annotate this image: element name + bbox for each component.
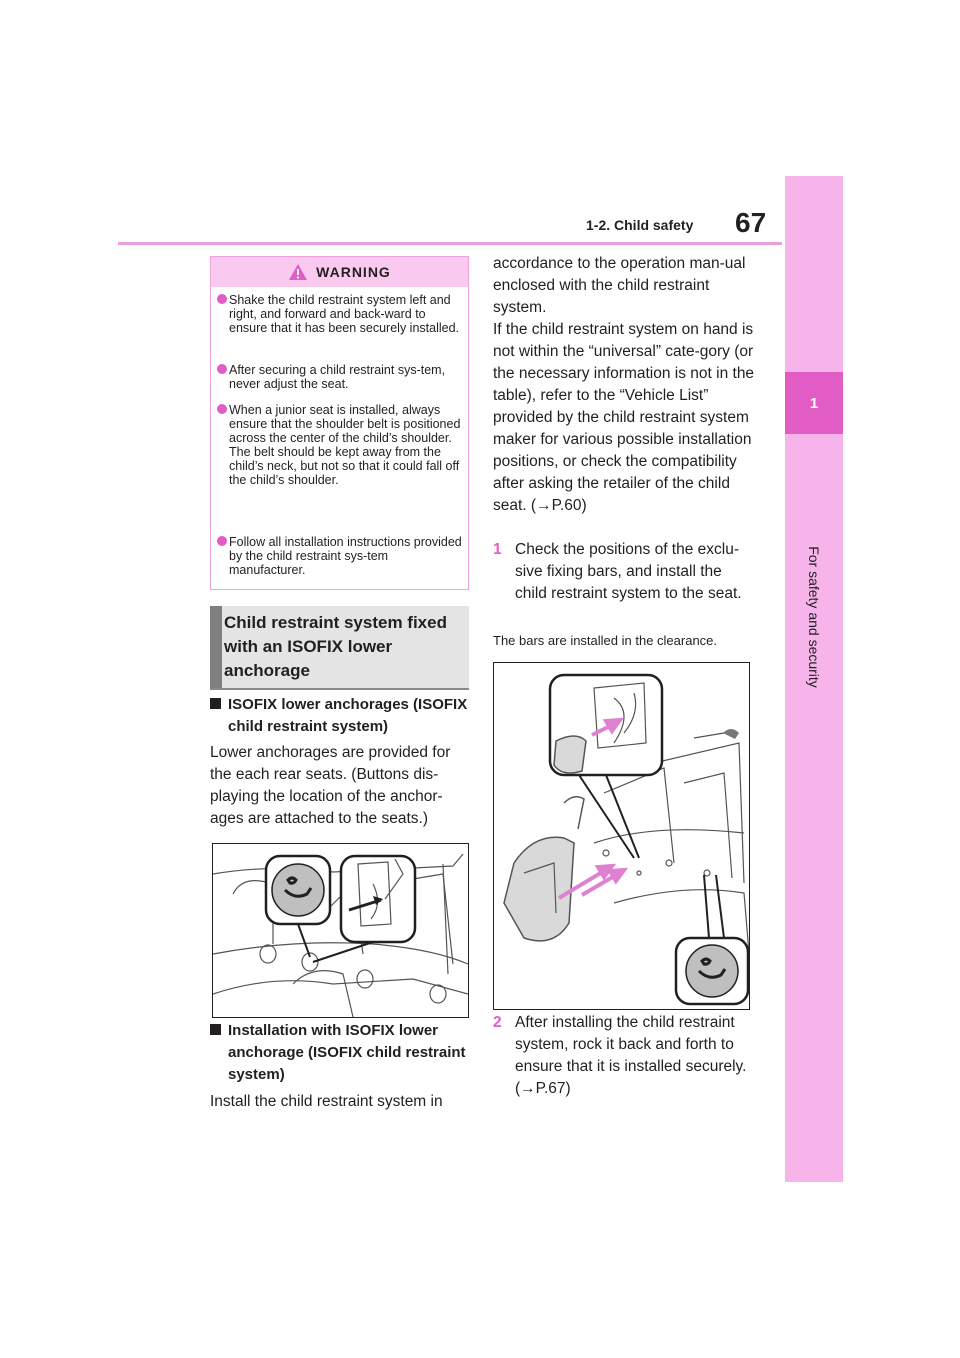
- section-heading: Child restraint system fixed with an ISOFIX lower anchorage: [224, 613, 447, 680]
- subheading-text: ISOFIX lower anchorages (ISOFIX child restraint system): [228, 696, 468, 735]
- illustration-isofix-buttons: [212, 843, 469, 1018]
- chapter-label: For safety and security: [806, 546, 822, 688]
- child-seat-install-drawing: [494, 663, 749, 1009]
- section-title: 1-2. Child safety: [586, 217, 694, 233]
- rear-seat-buttons-drawing: [213, 844, 468, 1017]
- bullet-dot-icon: [217, 404, 227, 414]
- paragraph-install-continued: accordance to the operation man-ual enclosed with the child restraint system.: [493, 255, 746, 316]
- section-heading-box: [210, 606, 469, 690]
- step-1: [493, 539, 755, 605]
- warning-item-text: Follow all installation instructions provided by the child restraint sys-tem manufacturer.: [229, 535, 462, 577]
- warning-item-text: Shake the child restraint system left and right, and forward and back-ward to ensure that it has been securely installed.: [229, 293, 459, 335]
- step-number: 2: [493, 1014, 502, 1031]
- bullet-dot-icon: [217, 294, 227, 304]
- warning-box: [210, 256, 469, 590]
- paragraph-vehicle-list: If the child restraint system on hand is not within the “universal” cate-gory (or the necessary information is not in the table), refer to the “Vehicle List” provided by the child restraint system maker for various possible installation positions, or check the compatibility after asking the retailer of the child seat. (→P.60): [493, 321, 755, 514]
- warning-item-text: When a junior seat is installed, always ensure that the shoulder belt is positioned across the center of the child’s shoulder. The belt should be kept away from the child’s neck, but not so that it could fall off the child’s shoulder.: [229, 403, 461, 487]
- warning-item: [217, 293, 465, 353]
- paragraph-anchorages: Lower anchorages are provided for the each rear seats. (Buttons dis-playing the location of the anchor-ages are attached to the seats.): [210, 744, 451, 827]
- heading-accent-bar: [210, 606, 222, 688]
- subheading-installation: [210, 1020, 472, 1086]
- warning-item: [217, 363, 465, 393]
- step-text: Check the positions of the exclu-sive fixing bars, and install the child restraint system to the seat.: [515, 541, 742, 602]
- warning-header: [211, 257, 468, 287]
- step-number: 1: [493, 541, 502, 558]
- chapter-number-tab: 1: [785, 372, 843, 434]
- page-number: 67: [735, 207, 767, 238]
- step-2: [493, 1012, 755, 1100]
- subheading-text: Installation with ISOFIX lower anchorage (ISOFIX child restraint system): [228, 1022, 466, 1083]
- illustration-install-seat: [493, 662, 750, 1010]
- header-rule: [118, 242, 782, 245]
- warning-item-text: After securing a child restraint sys-tem, never adjust the seat.: [229, 363, 446, 391]
- bullet-dot-icon: [217, 536, 227, 546]
- paragraph-install-start: Install the child restraint system in: [210, 1093, 443, 1110]
- subheading-isofix-anchorages: [210, 694, 472, 738]
- note-bars-clearance: The bars are installed in the clearance.: [493, 633, 718, 648]
- square-bullet-icon: [210, 698, 221, 709]
- square-bullet-icon: [210, 1024, 221, 1035]
- warning-item: [217, 403, 465, 513]
- warning-triangle-icon: [288, 263, 308, 281]
- warning-title: WARNING: [316, 264, 391, 280]
- step-text: After installing the child restraint system, rock it back and forth to ensure that it is installed securely. (→P.67): [515, 1014, 747, 1097]
- bullet-dot-icon: [217, 364, 227, 374]
- warning-item: [217, 535, 465, 581]
